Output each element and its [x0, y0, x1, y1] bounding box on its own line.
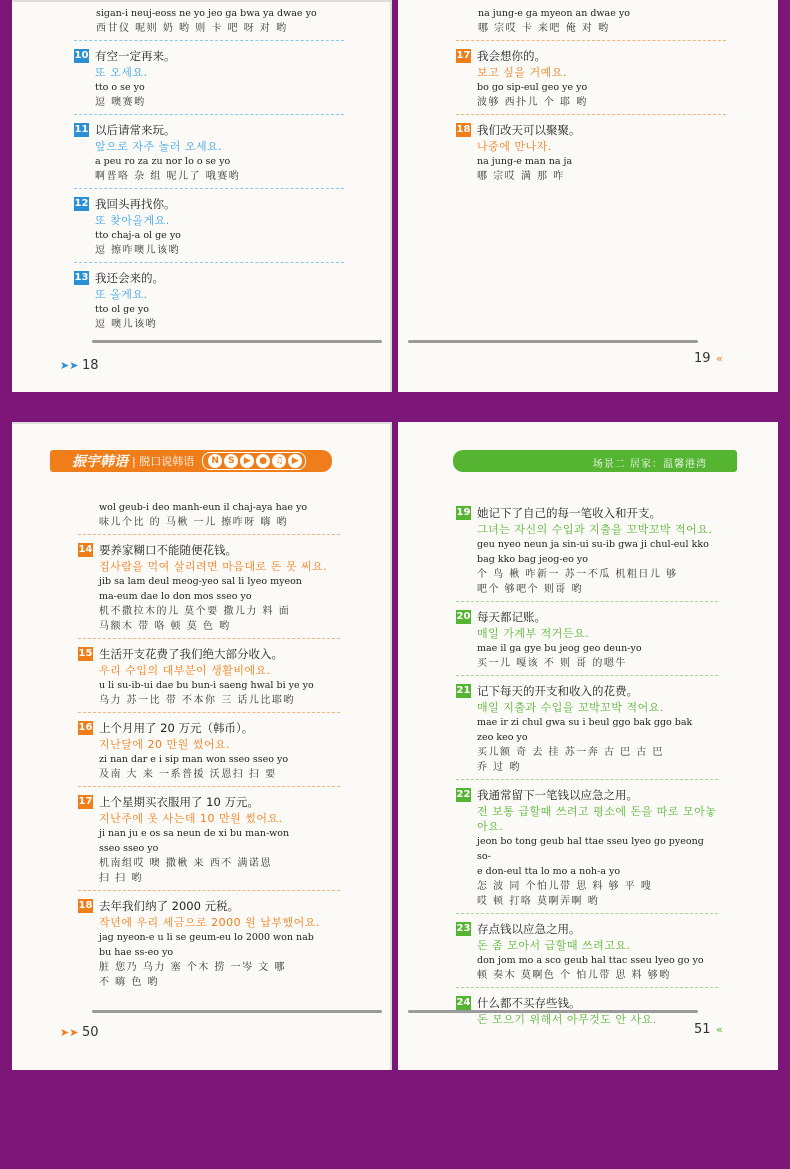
- korean-text: 그녀는 자신의 수입과 지출을 꼬박꼬박 적어요.: [477, 523, 713, 536]
- entry-number: 21: [456, 685, 471, 696]
- chinese-text: 生活开支花费了我们绝大部分收入。: [99, 647, 283, 661]
- page-18: [12, 0, 392, 392]
- pronunciation-hint: 逗 擦咋噢儿该哟: [95, 245, 181, 256]
- korean-text: 또 올게요.: [95, 288, 148, 301]
- record-icon: ●: [256, 454, 270, 468]
- romanization: mae ir zi chul gwa su i beul ggo bak ggo bak: [477, 717, 693, 728]
- entry-number: 22: [456, 789, 471, 800]
- romanization-continued: e don-eul tta lo mo a noh-a yo: [477, 866, 621, 877]
- romanization: na jung-e man na ja: [477, 156, 573, 167]
- pronunciation-hint: 脏 您乃 乌力 塞 个木 捞 一岑 文 哪: [99, 962, 286, 973]
- romanization: zi nan dar e i sip man won sseo sseo yo: [99, 754, 289, 765]
- korean-text: 지난달에 20 만원 썼어요.: [99, 738, 231, 751]
- romanization: don jom mo a sco geub hal ttac sseu lyeo go yo: [477, 955, 704, 966]
- entry-number: 17: [78, 796, 93, 807]
- romanization: a peu ro za zu nor lo o se yo: [95, 156, 231, 167]
- scene-title: 场景二 居家：温馨港湾: [592, 459, 707, 470]
- pronunciation-hint-continued: 吧个 够吧个 则哥 哟: [477, 584, 584, 595]
- chinese-text: 什么都不买存些钱。: [477, 996, 581, 1010]
- list-item: [78, 713, 340, 787]
- korean-text: 전 보통 급할때 쓰려고 평소에 돈을 따로 모아놓아요.: [477, 805, 717, 833]
- romanization: geu nyeo neun ja sin-ui su-ib gwa ji chul-eul kko: [477, 539, 709, 550]
- korean-text: 또 오세요.: [95, 66, 148, 79]
- list-item: [74, 189, 344, 263]
- page-bottom-rule: [408, 340, 698, 343]
- pronunciation-hint-continued: 乔 过 哟: [477, 762, 521, 773]
- korean-text: 앞으로 자주 놀러 오세요.: [95, 140, 223, 153]
- korean-text: 돈 모으기 위해서 아무것도 안 사요.: [477, 1013, 657, 1026]
- entry-number: 24: [456, 997, 471, 1008]
- media-icons: [202, 452, 306, 470]
- list-item: [456, 41, 726, 115]
- chinese-text: 有空一定再来。: [95, 49, 176, 63]
- list-item: [456, 914, 718, 988]
- entry-number: 10: [74, 50, 89, 61]
- romanization: jib sa lam deul meog-yeo sal li lyeo myeon: [99, 576, 302, 587]
- pronunciation-hint: 逗 噢儿该哟: [95, 319, 158, 330]
- pronunciation-hint: 机南组哎 噢 撒楸 来 西不 满诺恩: [99, 858, 272, 869]
- list-item: [74, 41, 344, 115]
- entry-number: 14: [78, 544, 93, 555]
- page-51: [398, 422, 778, 1070]
- pronunciation-hint: 波够 西扑儿 个 耶 哟: [477, 97, 588, 108]
- entry-number: 20: [456, 611, 471, 622]
- pronunciation-hint: 乌力 苏一比 带 不本你 三 话儿比耶哟: [99, 695, 295, 706]
- page-number: 18: [82, 358, 99, 373]
- korean-text: 매일 가계부 적거든요.: [477, 627, 590, 640]
- korean-text: 매일 지출과 수입을 꼬박꼬박 적어요.: [477, 701, 664, 714]
- play-icon: ▶: [240, 454, 254, 468]
- pronunciation-hint: 啊普咯 杂 组 呢儿了 哦赛哟: [95, 171, 241, 182]
- romanization: tto chaj-a ol ge yo: [95, 230, 181, 241]
- pronunciation-hint: 个 鸟 楸 咋新一 苏一不瓜 机粗日儿 够: [477, 569, 678, 580]
- entry-number: 18: [456, 124, 471, 135]
- list-item: [456, 676, 718, 780]
- page-arrow-icon: «: [716, 1023, 723, 1036]
- entry-number: 13: [74, 272, 89, 283]
- romanization: u li su-ib-ui dae bu bun-i saeng hwal bi ye yo: [99, 680, 314, 691]
- pronunciation-hint: 西甘仪 呢则 奶 哟 则 卡 吧 呀 对 哟: [96, 23, 288, 34]
- romanization-continued: bag kko bag jeog-eo yo: [477, 554, 588, 565]
- pronunciation-hint-continued: 哎 顿 打咯 莫啊弄啊 哟: [477, 896, 600, 907]
- banner-subtitle: | 脱口说韩语: [132, 455, 195, 468]
- chinese-text: 上个月用了 20 万元（韩币）。: [99, 721, 254, 735]
- page-bottom-rule: [92, 340, 382, 343]
- page-number: 19: [694, 351, 711, 366]
- scene-banner: [453, 450, 737, 472]
- list-item: [78, 639, 340, 713]
- chinese-text: 我还会来的。: [95, 271, 164, 285]
- chinese-text: 我会想你的。: [477, 49, 546, 63]
- romanization: tto ol ge yo: [95, 304, 149, 315]
- list-item: [74, 115, 344, 189]
- chinese-text: 我回头再找你。: [95, 197, 176, 211]
- korean-text: 우리 수입의 대부분이 생활비에요.: [99, 664, 271, 677]
- entry-number: 15: [78, 648, 93, 659]
- page-number: 50: [82, 1025, 99, 1040]
- page-arrow-icon: ➤➤: [60, 1026, 79, 1039]
- bottom-spread: [0, 416, 790, 1076]
- list-item: [456, 500, 718, 602]
- chinese-text: 以后请常来玩。: [95, 123, 176, 137]
- banner-title: 振宇韩语: [72, 454, 128, 470]
- romanization: ji nan ju e os sa neun de xi bu man-won: [99, 828, 290, 839]
- pronunciation-hint: 逗 噢赛哟: [95, 97, 146, 108]
- romanization: sigan-i neuj-eoss ne yo jeo ga bwa ya dwae yo: [96, 8, 317, 19]
- romanization: jag nyeon-e u li se geum-eu lo 2000 won nab: [99, 932, 314, 943]
- book-banner: [50, 450, 332, 472]
- page-bottom-rule: [92, 1010, 382, 1013]
- romanization: mae il ga gye bu jeog geo deun-yo: [477, 643, 642, 654]
- fragment-entry: [78, 500, 340, 535]
- pronunciation-hint: 买儿额 奇 去 挂 苏一奔 古 巴 古 巴: [477, 747, 664, 758]
- entry-number: 23: [456, 923, 471, 934]
- s-icon: S: [224, 454, 238, 468]
- korean-text: 또 찾아올게요.: [95, 214, 170, 227]
- fragment-entry: [456, 6, 726, 41]
- pronunciation-hint: 顿 奏木 莫啊色 个 怕儿带 思 料 够哟: [477, 970, 671, 981]
- entry-number: 16: [78, 722, 93, 733]
- romanization-continued: ma-eum dae lo don mos sseo yo: [99, 591, 252, 602]
- chinese-text: 存点钱以应急之用。: [477, 922, 581, 936]
- page-19: [398, 0, 778, 392]
- pronunciation-hint: 味儿个比 的 马楸 一儿 擦咋呀 嗨 哟: [99, 517, 289, 528]
- korean-text: 보고 싶을 거예요.: [477, 66, 567, 79]
- korean-text: 작년에 우리 세금으로 2000 원 납부했어요.: [99, 916, 320, 929]
- list-item: [78, 787, 340, 891]
- pronunciation-hint: 怎 波 同 个怕儿带 思 料 够 平 嗖: [477, 881, 653, 892]
- page-50: [12, 422, 392, 1070]
- chinese-text: 她记下了自己的每一笔收入和开支。: [477, 506, 661, 520]
- pronunciation-hint: 买一儿 嘎该 不 则 哥 的嗯牛: [477, 658, 627, 669]
- chinese-text: 上个星期买衣服用了 10 万元。: [99, 795, 259, 809]
- chinese-text: 要养家糊口不能随便花钱。: [99, 543, 237, 557]
- romanization: bo go sip-eul geo ye yo: [477, 82, 588, 93]
- entry-number: 19: [456, 507, 471, 518]
- entry-number: 18: [78, 900, 93, 911]
- n-icon: N: [208, 454, 222, 468]
- list-item: [456, 115, 726, 188]
- romanization-continued: zeo keo yo: [477, 732, 528, 743]
- list-item: [456, 780, 718, 914]
- pronunciation-hint: 及南 大 来 一系普援 沃恩扫 扫 要: [99, 769, 277, 780]
- page-bottom-rule: [408, 1010, 698, 1013]
- romanization: na jung-e ga myeon an dwae yo: [478, 8, 630, 19]
- list-item: [78, 535, 340, 639]
- romanization: tto o se yo: [95, 82, 145, 93]
- list-item: [456, 602, 718, 676]
- fragment-entry: [74, 6, 344, 41]
- page-arrow-icon: ➤➤: [60, 359, 79, 372]
- chinese-text: 我通常留下一笔钱以应急之用。: [477, 788, 638, 802]
- romanization-continued: bu hae ss-eo yo: [99, 947, 174, 958]
- pronunciation-hint: 哪 宗哎 卡 来吧 俺 对 哟: [478, 23, 610, 34]
- pronunciation-hint-continued: 扫 扫 哟: [99, 873, 143, 884]
- pronunciation-hint: 机不撒拉木的儿 莫个要 撒儿力 料 面: [99, 606, 291, 617]
- pronunciation-hint-continued: 马额木 带 咯 顿 莫 色 哟: [99, 621, 231, 632]
- chinese-text: 记下每天的开支和收入的花费。: [477, 684, 638, 698]
- korean-text: 돈 좀 모아서 급할때 쓰려고요.: [477, 939, 631, 952]
- pronunciation-hint: 哪 宗哎 满 那 咋: [477, 171, 565, 182]
- korean-text: 지난주에 옷 사는데 10 만원 썼어요.: [99, 812, 283, 825]
- chinese-text: 去年我们纳了 2000 元税。: [99, 899, 240, 913]
- korean-text: 나중에 만나자.: [477, 140, 552, 153]
- chinese-text: 每天都记账。: [477, 610, 546, 624]
- list-item: [78, 891, 340, 994]
- romanization: jeon bo tong geub hal ttae sseu lyeo go pyeong so-: [477, 836, 704, 862]
- list-item: [74, 263, 344, 336]
- page-number: 51: [694, 1022, 711, 1037]
- entry-number: 17: [456, 50, 471, 61]
- pronunciation-hint-continued: 不 嗨 色 哟: [99, 977, 160, 988]
- romanization: wol geub-i deo manh-eun il chaj-aya hae yo: [99, 502, 308, 513]
- music-icon: ♫: [272, 454, 286, 468]
- entry-number: 11: [74, 124, 89, 135]
- korean-text: 집사람을 먹여 살리려면 마음대로 돈 못 써요.: [99, 560, 328, 573]
- page-arrow-icon: «: [716, 352, 723, 365]
- next-icon: ▶: [288, 454, 302, 468]
- romanization-continued: sseo sseo yo: [99, 843, 159, 854]
- chinese-text: 我们改天可以聚聚。: [477, 123, 581, 137]
- entry-number: 12: [74, 198, 89, 209]
- top-spread: [0, 0, 790, 408]
